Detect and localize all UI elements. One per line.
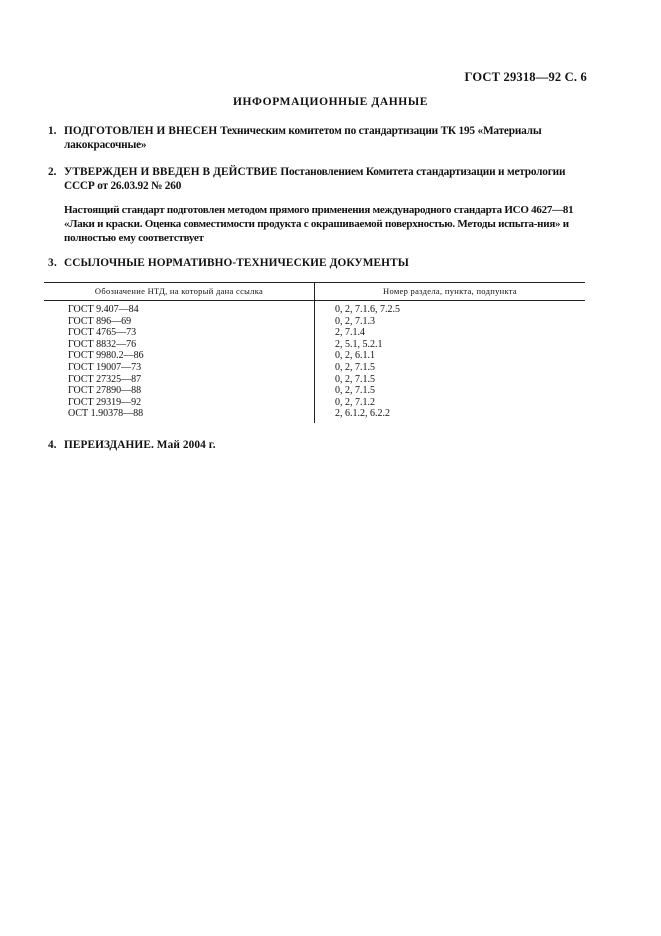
table-cell-section: 0, 2, 7.1.5: [335, 361, 375, 373]
item-lead: УТВЕРЖДЕН И ВВЕДЕН В ДЕЙСТВИЕ: [64, 166, 278, 178]
item-number: 1.: [48, 125, 57, 137]
standard-note-paragraph: Настоящий стандарт подготовлен методом прямого применения международного стандарта ИСО 4627—81 «Лаки и краски. Оценка совместимости продукта с окрашиваемой поверхностью. Методы испыта-ния» и полностью ему соответствует: [64, 204, 574, 244]
section-title: ИНФОРМАЦИОННЫЕ ДАННЫЕ: [232, 96, 429, 108]
table-cell-document: ГОСТ 896—69: [68, 315, 132, 327]
item-lead: ПЕРЕИЗДАНИЕ. Май 2004 г.: [64, 439, 216, 451]
table-cell-section: 2, 6.1.2, 6.2.2: [335, 408, 390, 420]
info-item-4: [48, 438, 583, 452]
column-header-section: Номер раздела, пункта, подпункта: [383, 286, 517, 296]
info-item-2: [48, 165, 583, 193]
document-column: [44, 301, 315, 423]
table-cell-document: ГОСТ 27325—87: [68, 373, 142, 385]
table-cell-document: ГОСТ 4765—73: [68, 327, 137, 339]
table-cell-section: 0, 2, 7.1.3: [335, 315, 375, 327]
table-cell-section: 0, 2, 7.1.5: [335, 385, 375, 397]
info-item-3: [48, 256, 583, 270]
item-text: Техническим комитетом по стандартизации ТК 195 «Материалы лакокрасочные»: [64, 125, 542, 151]
table-cell-section: 0, 2, 7.1.6, 7.2.5: [335, 304, 400, 315]
table-cell-document: ГОСТ 9.407—84: [68, 304, 139, 315]
section-column: [315, 301, 585, 423]
table-cell-document: ГОСТ 9980.2—86: [68, 350, 144, 362]
item-number: 2.: [48, 166, 57, 178]
item-number: 3.: [48, 257, 58, 269]
table-body: [44, 301, 585, 423]
table-cell-document: ГОСТ 8832—76: [68, 338, 137, 350]
table-cell-section: 0, 2, 6.1.1: [335, 350, 375, 362]
item-number: 4.: [48, 439, 57, 451]
item-text: Постановлением Комитета стандартизации и метрологии СССР от 26.03.92 № 260: [64, 166, 566, 192]
table-cell-section: 2, 7.1.4: [335, 327, 365, 339]
table-cell-document: ГОСТ 27890—88: [68, 385, 142, 397]
table-cell-document: ГОСТ 29319—92: [68, 396, 142, 408]
table-cell-section: 2, 5.1, 5.2.1: [335, 338, 383, 350]
reference-documents-table: [44, 282, 585, 423]
column-header-document: Обозначение НТД, на который дана ссылка: [44, 283, 315, 300]
table-header-row: [44, 283, 585, 301]
page-header-doc-ref: ГОСТ 29318—92 С. 6: [464, 70, 587, 84]
info-item-1: [48, 124, 583, 152]
table-cell-section: 0, 2, 7.1.2: [335, 396, 375, 408]
table-cell-document: ОСТ 1.90378—88: [68, 408, 144, 420]
item-lead: ПОДГОТОВЛЕН И ВНЕСЕН: [64, 125, 218, 137]
table-cell-document: ГОСТ 19007—73: [68, 361, 142, 373]
table-cell-section: 0, 2, 7.1.5: [335, 373, 375, 385]
item-lead: ССЫЛОЧНЫЕ НОРМАТИВНО-ТЕХНИЧЕСКИЕ ДОКУМЕНТЫ: [64, 257, 409, 269]
